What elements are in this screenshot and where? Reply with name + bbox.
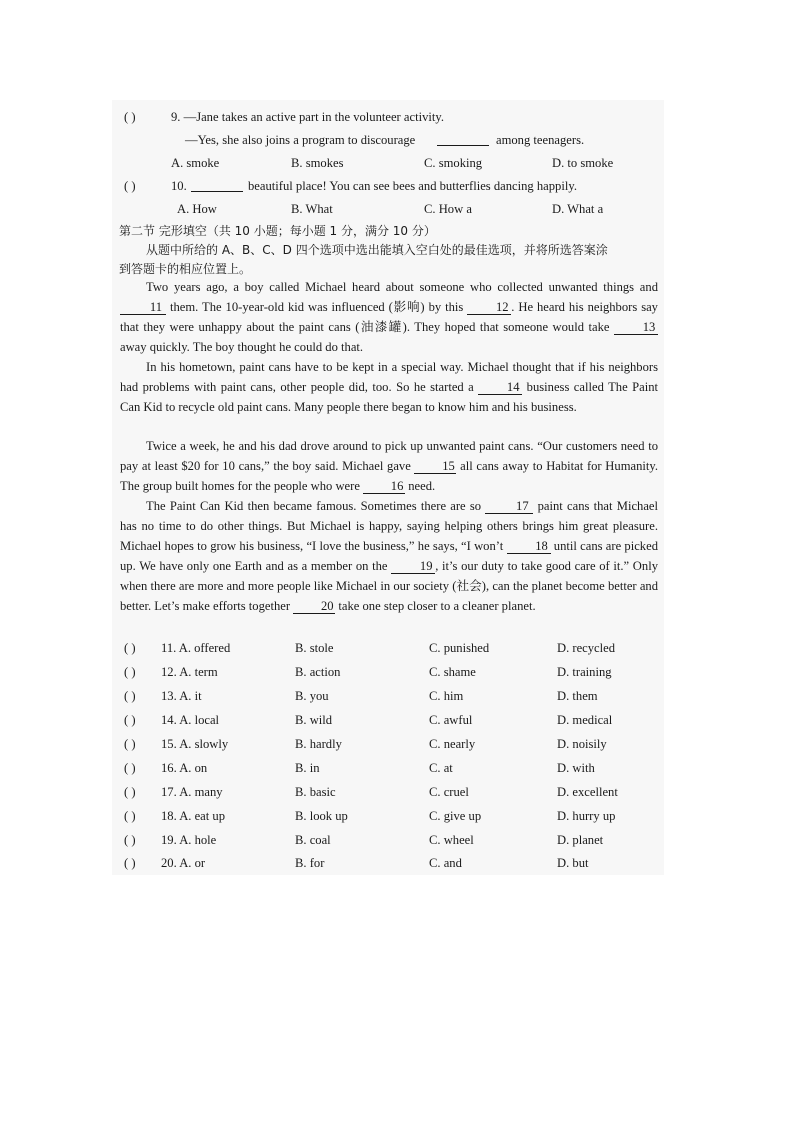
answer-paren[interactable]: ( )	[124, 833, 136, 847]
option-d: D. planet	[557, 833, 604, 847]
blank-16: 16	[363, 479, 405, 494]
option-a: 13. A. it	[161, 689, 202, 703]
option-b: B. you	[295, 689, 329, 703]
question-stem: 9. —Jane takes an active part in the volunteer activity.	[171, 110, 444, 124]
option-c: C. smoking	[424, 156, 483, 170]
option-b: B. What	[291, 202, 333, 216]
question-stem-end: among teenagers.	[496, 133, 585, 147]
option-b: B. action	[295, 665, 341, 679]
passage-text: , it’s our duty to take good care of it.” Only when there are more and more people like Michael in our society (社会), can the planet become better and better. Let’s make efforts together	[120, 558, 658, 613]
blank-12: 12	[467, 300, 511, 315]
passage-text: all cans away to Habitat for Humanity. The group built homes for the people who were	[120, 458, 658, 493]
option-a: 19. A. hole	[161, 833, 217, 847]
option-c: C. nearly	[429, 737, 476, 751]
passage-text: paint cans that Michael has no time to do other things. But Michael is happy, saying helping others brings him great pleasure. Michael hopes to grow his business, “I love the business,” he says, “I won’t	[120, 499, 659, 553]
blank-17: 17	[485, 499, 533, 514]
option-d: D. recycled	[557, 641, 616, 655]
passage-text: business called The Paint Can Kid to recycle old paint cans. Many people there began to know him and his business.	[120, 379, 658, 414]
section-instruction: 从题中所给的 A、B、C、D 四个选项中选出能填入空白处的最佳选项，并将所选答案涂	[146, 243, 608, 257]
passage-text: need.	[408, 478, 436, 493]
option-b: B. coal	[295, 833, 331, 847]
passage-text: them. The 10-year-old kid was influenced (影响) by this	[169, 299, 464, 314]
option-a: 17. A. many	[161, 785, 223, 799]
passage-text: . He heard his neighbors say that they were unhappy about the paint cans (油漆罐). They hoped that someone would take	[120, 299, 658, 334]
answer-paren[interactable]: ( )	[124, 689, 136, 703]
option-d: D. excellent	[557, 785, 618, 799]
option-c: C. him	[429, 689, 464, 703]
passage-text: The Paint Can Kid then became famous. Sometimes there are so	[146, 499, 482, 513]
passage-text: take one step closer to a cleaner planet.	[338, 598, 536, 613]
blank-18: 18	[507, 539, 551, 554]
option-a: A. smoke	[171, 156, 220, 170]
blank-11: 11	[120, 300, 166, 315]
option-c: C. wheel	[429, 833, 474, 847]
question-stem: beautiful place! You can see bees and butterflies dancing happily.	[248, 179, 577, 193]
option-d: D. to smoke	[552, 156, 614, 170]
answer-paren[interactable]: ( )	[124, 179, 136, 193]
option-d: D. What a	[552, 202, 604, 216]
fill-blank	[191, 178, 243, 192]
passage-text: In his hometown, paint cans have to be kept in a special way. Michael thought that if his neighbors had problems with paint cans, other people did, too. So he started a	[120, 360, 658, 394]
option-d: D. but	[557, 856, 589, 870]
option-d: D. training	[557, 665, 612, 679]
passage-text: Two years ago, a boy called Michael heard about someone who collected unwanted things and	[146, 280, 658, 294]
option-b: B. hardly	[295, 737, 342, 751]
option-c: C. at	[429, 761, 453, 775]
answer-paren[interactable]: ( )	[124, 761, 136, 775]
answer-paren[interactable]: ( )	[124, 785, 136, 799]
passage-paragraph-4	[120, 497, 658, 616]
option-d: D. medical	[557, 713, 613, 727]
passage-text: until cans are picked up. We have only one Earth and as a member on the	[120, 538, 658, 573]
option-c: C. and	[429, 856, 462, 870]
answer-paren[interactable]: ( )	[124, 809, 136, 823]
option-b: B. wild	[295, 713, 333, 727]
answer-paren[interactable]: ( )	[124, 641, 136, 655]
blank-15: 15	[414, 459, 456, 474]
option-d: D. hurry up	[557, 809, 616, 823]
passage-text: away quickly. The boy thought he could do that.	[120, 339, 364, 354]
answer-paren[interactable]: ( )	[124, 713, 136, 727]
question-number: 10.	[171, 179, 187, 193]
option-c: C. shame	[429, 665, 476, 679]
answer-paren[interactable]: ( )	[124, 665, 136, 679]
option-c: C. awful	[429, 713, 473, 727]
passage-paragraph-1	[120, 278, 658, 358]
option-a: 15. A. slowly	[161, 737, 229, 751]
fill-blank	[437, 132, 489, 146]
option-b: B. stole	[295, 641, 334, 655]
blank-20: 20	[293, 599, 335, 614]
option-b: B. basic	[295, 785, 336, 799]
option-d: D. with	[557, 761, 595, 775]
option-a: A. How	[177, 202, 217, 216]
section-title: 第二节 完形填空（共 10 小题；每小题 1 分，满分 10 分）	[119, 224, 436, 238]
blank-19: 19	[391, 559, 435, 574]
section-instruction-cont: 到答题卡的相应位置上。	[119, 262, 252, 276]
passage-text: Twice a week, he and his dad drove around to pick up unwanted paint cans. “Our customers need to pay at least $20 for 10 cans,” the boy said. Michael gave	[120, 439, 658, 473]
answer-paren[interactable]: ( )	[124, 856, 136, 870]
answer-paren[interactable]: ( )	[124, 110, 136, 124]
option-a: 18. A. eat up	[161, 809, 226, 823]
option-d: D. noisily	[557, 737, 607, 751]
option-c: C. How a	[424, 202, 472, 216]
passage-paragraph-3	[120, 437, 658, 497]
option-a: 12. A. term	[161, 665, 218, 679]
option-b: B. in	[295, 761, 320, 775]
option-d: D. them	[557, 689, 598, 703]
passage-paragraph-2	[120, 358, 658, 418]
option-a: 20. A. or	[161, 856, 206, 870]
blank-14: 14	[478, 380, 522, 395]
option-a: 11. A. offered	[161, 641, 231, 655]
blank-13: 13	[614, 320, 658, 335]
question-stem-reply: —Yes, she also joins a program to discourage	[185, 133, 416, 147]
answer-paren[interactable]: ( )	[124, 737, 136, 751]
option-b: B. for	[295, 856, 325, 870]
option-a: 14. A. local	[161, 713, 220, 727]
option-c: C. cruel	[429, 785, 469, 799]
option-c: C. give up	[429, 809, 482, 823]
option-a: 16. A. on	[161, 761, 208, 775]
option-b: B. smokes	[291, 156, 344, 170]
option-c: C. punished	[429, 641, 490, 655]
option-b: B. look up	[295, 809, 348, 823]
